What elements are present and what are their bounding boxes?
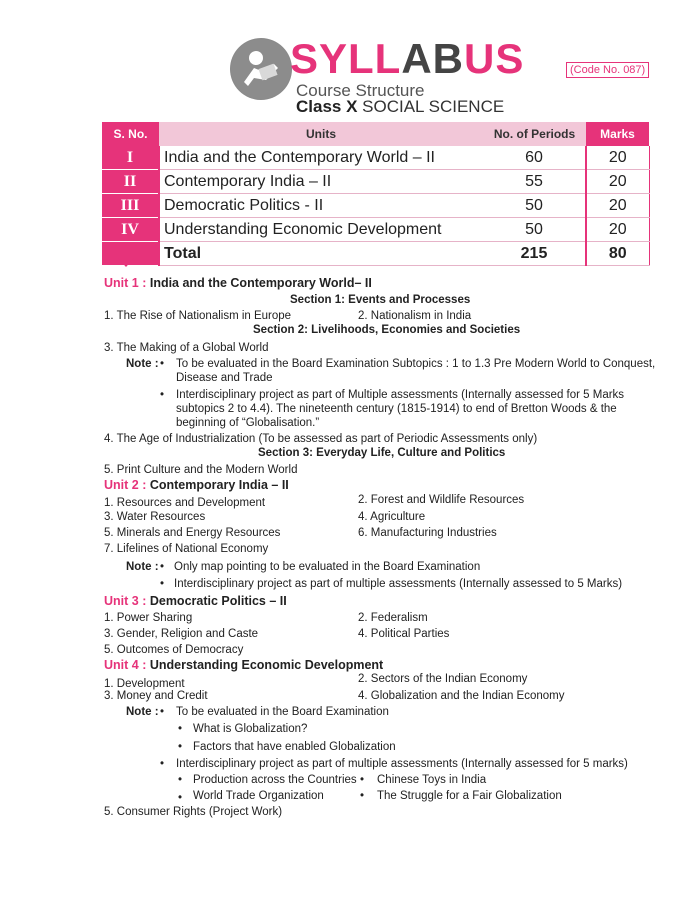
note-text: To be evaluated in the Board Examination <box>176 706 389 718</box>
bullet: • <box>160 706 165 718</box>
list-item: 2. Nationalism in India <box>358 310 472 322</box>
list-item: 1. Power Sharing <box>104 612 193 624</box>
note-text: Only map pointing to be evaluated in the Board Examination <box>174 561 481 573</box>
pointer-triangle <box>118 258 134 267</box>
syllabus-title: SYLLABUS <box>290 35 525 82</box>
list-item: 3. Water Resources <box>104 511 206 523</box>
reader-logo-icon <box>230 38 292 100</box>
unit4-heading: Unit 4 : Understanding Economic Development <box>104 658 384 672</box>
unit2-heading: Unit 2 : Contemporary India – II <box>104 478 289 492</box>
note-text: Interdisciplinary project as part of multiple assessments (Internally assessed to 5 Marks) <box>174 578 623 590</box>
unit1-section1: Section 1: Events and Processes <box>290 294 471 306</box>
table-row: IV Understanding Economic Development 50 20 <box>102 218 649 242</box>
sub-item: World Trade Organization <box>193 790 324 802</box>
list-item: 2. Sectors of the Indian Economy <box>358 673 528 685</box>
note-text: Interdisciplinary project as part of multiple assessments (Internally assessed for 5 marks) <box>176 758 628 770</box>
sub-item: The Struggle for a Fair Globalization <box>377 790 562 802</box>
note-text: Disease and Trade <box>176 372 273 384</box>
table-row: III Democratic Politics - II 50 20 <box>102 194 649 218</box>
bullet: • <box>360 790 365 802</box>
list-item: 4. Agriculture <box>358 511 426 523</box>
list-item: 5. Outcomes of Democracy <box>104 644 244 656</box>
note-text: To be evaluated in the Board Examination Subtopics : 1 to 1.3 Pre Modern World to Conquest, <box>176 358 656 370</box>
list-item: 5. Minerals and Energy Resources <box>104 527 281 539</box>
bullet: • <box>360 774 365 786</box>
code-number: (Code No. 087) <box>566 62 649 78</box>
bullet: • <box>178 792 183 804</box>
list-item: 7. Lifelines of National Economy <box>104 543 269 555</box>
table-row: I India and the Contemporary World – II 60 20 <box>102 146 649 170</box>
list-item: 3. The Making of a Global World <box>104 342 269 354</box>
bullet: • <box>178 723 183 735</box>
unit3-heading: Unit 3 : Democratic Politics – II <box>104 594 287 608</box>
bullet: • <box>160 358 165 370</box>
header-marks: Marks <box>586 122 649 146</box>
unit1-section3: Section 3: Everyday Life, Culture and Politics <box>258 447 506 459</box>
sub-item: Chinese Toys in India <box>377 774 487 786</box>
unit1-section2: Section 2: Livelihoods, Economies and Societies <box>253 324 521 336</box>
header-periods: No. of Periods <box>483 122 586 146</box>
class-label: Class X SOCIAL SCIENCE <box>296 97 505 116</box>
list-item: 3. Money and Credit <box>104 690 208 702</box>
table-row-total: Total 215 80 <box>102 242 649 266</box>
units-table <box>102 122 650 266</box>
bullet: • <box>160 561 165 573</box>
list-item: 4. Globalization and the Indian Economy <box>358 690 565 702</box>
header-sno: S. No. <box>102 122 159 146</box>
table-row: II Contemporary India – II 55 20 <box>102 170 649 194</box>
course-structure-label: Course Structure <box>296 81 425 100</box>
bullet: • <box>160 389 165 401</box>
header-units: Units <box>159 122 483 146</box>
note-label: Note : <box>126 358 159 370</box>
note-label: Note : <box>126 706 159 718</box>
list-item: 1. The Rise of Nationalism in Europe <box>104 310 292 322</box>
list-item: 5. Print Culture and the Modern World <box>104 464 298 476</box>
list-item: 4. The Age of Industrialization (To be assessed as part of Periodic Assessments only) <box>104 433 538 445</box>
note-text: subtopics 2 to 4.4). The nineteenth century (1815-1914) to end of Bretton Woods & the <box>176 403 617 415</box>
sub-item: Production across the Countries <box>193 774 357 786</box>
list-item: 1. Development <box>104 678 185 690</box>
list-item: 3. Gender, Religion and Caste <box>104 628 259 640</box>
bullet: • <box>160 578 165 590</box>
list-item: 4. Political Parties <box>358 628 450 640</box>
note-text: beginning of “Globalisation.” <box>176 417 320 429</box>
list-item: 5. Consumer Rights (Project Work) <box>104 806 283 818</box>
bullet: • <box>178 774 183 786</box>
bullet: • <box>178 741 183 753</box>
list-item: 2. Federalism <box>358 612 428 624</box>
bullet: • <box>160 758 165 770</box>
sub-item: Factors that have enabled Globalization <box>193 741 396 753</box>
note-text: Interdisciplinary project as part of Multiple assessments (Internally assessed for 5 Marks <box>176 389 625 401</box>
unit1-heading: Unit 1 : India and the Contemporary World– II <box>104 276 372 290</box>
list-item: 1. Resources and Development <box>104 497 266 509</box>
note-label: Note : <box>126 561 159 573</box>
list-item: 2. Forest and Wildlife Resources <box>358 494 525 506</box>
sub-item: What is Globalization? <box>193 723 308 735</box>
list-item: 6. Manufacturing Industries <box>358 527 497 539</box>
